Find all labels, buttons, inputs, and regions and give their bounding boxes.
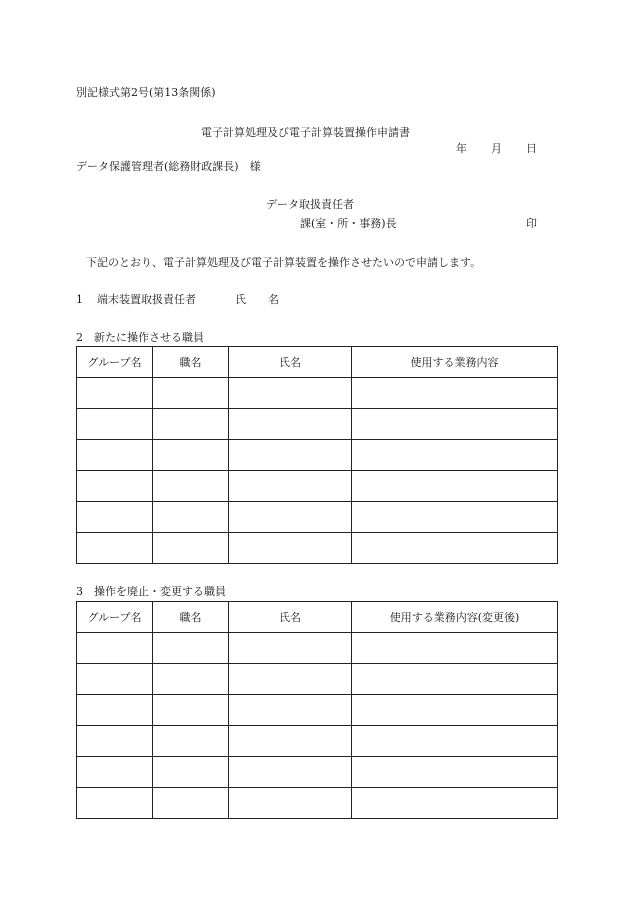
table-cell[interactable]: [229, 502, 352, 533]
table-row: [77, 757, 558, 788]
applicant-role: データ取扱責任者: [266, 198, 354, 211]
table-cell[interactable]: [229, 726, 352, 757]
table-row: [77, 788, 558, 819]
table-cell[interactable]: [77, 409, 153, 440]
table-cell[interactable]: [229, 633, 352, 664]
column-header-name: 氏名: [229, 602, 352, 633]
section1-number: 1: [76, 293, 83, 306]
table-row: [77, 695, 558, 726]
table-row: [77, 409, 558, 440]
table-cell[interactable]: [77, 726, 153, 757]
table-cell[interactable]: [229, 378, 352, 409]
table-cell[interactable]: [153, 726, 229, 757]
table-row: [77, 471, 558, 502]
table-cell[interactable]: [352, 440, 558, 471]
column-header-group: グループ名: [77, 347, 153, 378]
table-cell[interactable]: [77, 664, 153, 695]
changed-operators-table: [76, 601, 558, 819]
table-cell[interactable]: [352, 502, 558, 533]
table-row: [77, 664, 558, 695]
table-cell[interactable]: [352, 409, 558, 440]
table-row: [77, 440, 558, 471]
table-cell[interactable]: [352, 757, 558, 788]
form-reference: 別記様式第2号(第13条関係): [76, 86, 216, 99]
table-cell[interactable]: [229, 664, 352, 695]
statement: 下記のとおり、電子計算処理及び電子計算装置を操作させたいので申請します。: [86, 256, 482, 269]
new-operators-table: [76, 346, 558, 564]
table-row: [77, 726, 558, 757]
table-row: [77, 502, 558, 533]
table-cell[interactable]: [352, 695, 558, 726]
table-cell[interactable]: [77, 502, 153, 533]
date-day: 日: [526, 142, 537, 155]
section2-heading: 2 新たに操作させる職員: [76, 331, 204, 344]
table-cell[interactable]: [77, 788, 153, 819]
table-cell[interactable]: [229, 409, 352, 440]
table-cell[interactable]: [229, 440, 352, 471]
table-cell[interactable]: [352, 533, 558, 564]
table-header-row: [77, 602, 558, 633]
date-year: 年: [456, 142, 467, 155]
table-cell[interactable]: [153, 664, 229, 695]
column-header-title: 職名: [153, 602, 229, 633]
column-header-title: 職名: [153, 347, 229, 378]
table-cell[interactable]: [77, 440, 153, 471]
table-cell[interactable]: [153, 378, 229, 409]
date-month: 月: [491, 142, 502, 155]
table-cell[interactable]: [352, 378, 558, 409]
table-row: [77, 378, 558, 409]
column-header-work: 使用する業務内容(変更後): [352, 602, 558, 633]
applicant-department: 課(室・所・事務)長: [300, 217, 397, 230]
table-cell[interactable]: [153, 502, 229, 533]
table-cell[interactable]: [153, 440, 229, 471]
table-cell[interactable]: [352, 633, 558, 664]
table-cell[interactable]: [153, 533, 229, 564]
table-cell[interactable]: [229, 471, 352, 502]
table-cell[interactable]: [229, 695, 352, 726]
table-cell[interactable]: [77, 633, 153, 664]
section1-label: 端末装置取扱責任者: [97, 293, 196, 306]
table-cell[interactable]: [77, 533, 153, 564]
table-cell[interactable]: [153, 695, 229, 726]
applicant-seal: 印: [526, 217, 537, 230]
table-cell[interactable]: [77, 757, 153, 788]
addressee: データ保護管理者(総務財政課長) 様: [76, 160, 261, 173]
table-cell[interactable]: [153, 633, 229, 664]
section3-heading: 3 操作を廃止・変更する職員: [76, 585, 226, 598]
table-cell[interactable]: [77, 471, 153, 502]
table-cell[interactable]: [229, 533, 352, 564]
section1-name-label: 氏 名: [235, 293, 279, 306]
table-cell[interactable]: [229, 757, 352, 788]
table-cell[interactable]: [153, 409, 229, 440]
table-cell[interactable]: [352, 664, 558, 695]
table-cell[interactable]: [229, 788, 352, 819]
document-title: 電子計算処理及び電子計算装置操作申請書: [201, 126, 410, 139]
table-cell[interactable]: [153, 788, 229, 819]
table-cell[interactable]: [153, 471, 229, 502]
table-row: [77, 533, 558, 564]
column-header-name: 氏名: [229, 347, 352, 378]
table-cell[interactable]: [352, 471, 558, 502]
table-header-row: [77, 347, 558, 378]
table-cell[interactable]: [77, 695, 153, 726]
table-row: [77, 633, 558, 664]
table-cell[interactable]: [153, 757, 229, 788]
table-cell[interactable]: [352, 788, 558, 819]
column-header-group: グループ名: [77, 602, 153, 633]
table-cell[interactable]: [352, 726, 558, 757]
table-cell[interactable]: [77, 378, 153, 409]
column-header-work: 使用する業務内容: [352, 347, 558, 378]
